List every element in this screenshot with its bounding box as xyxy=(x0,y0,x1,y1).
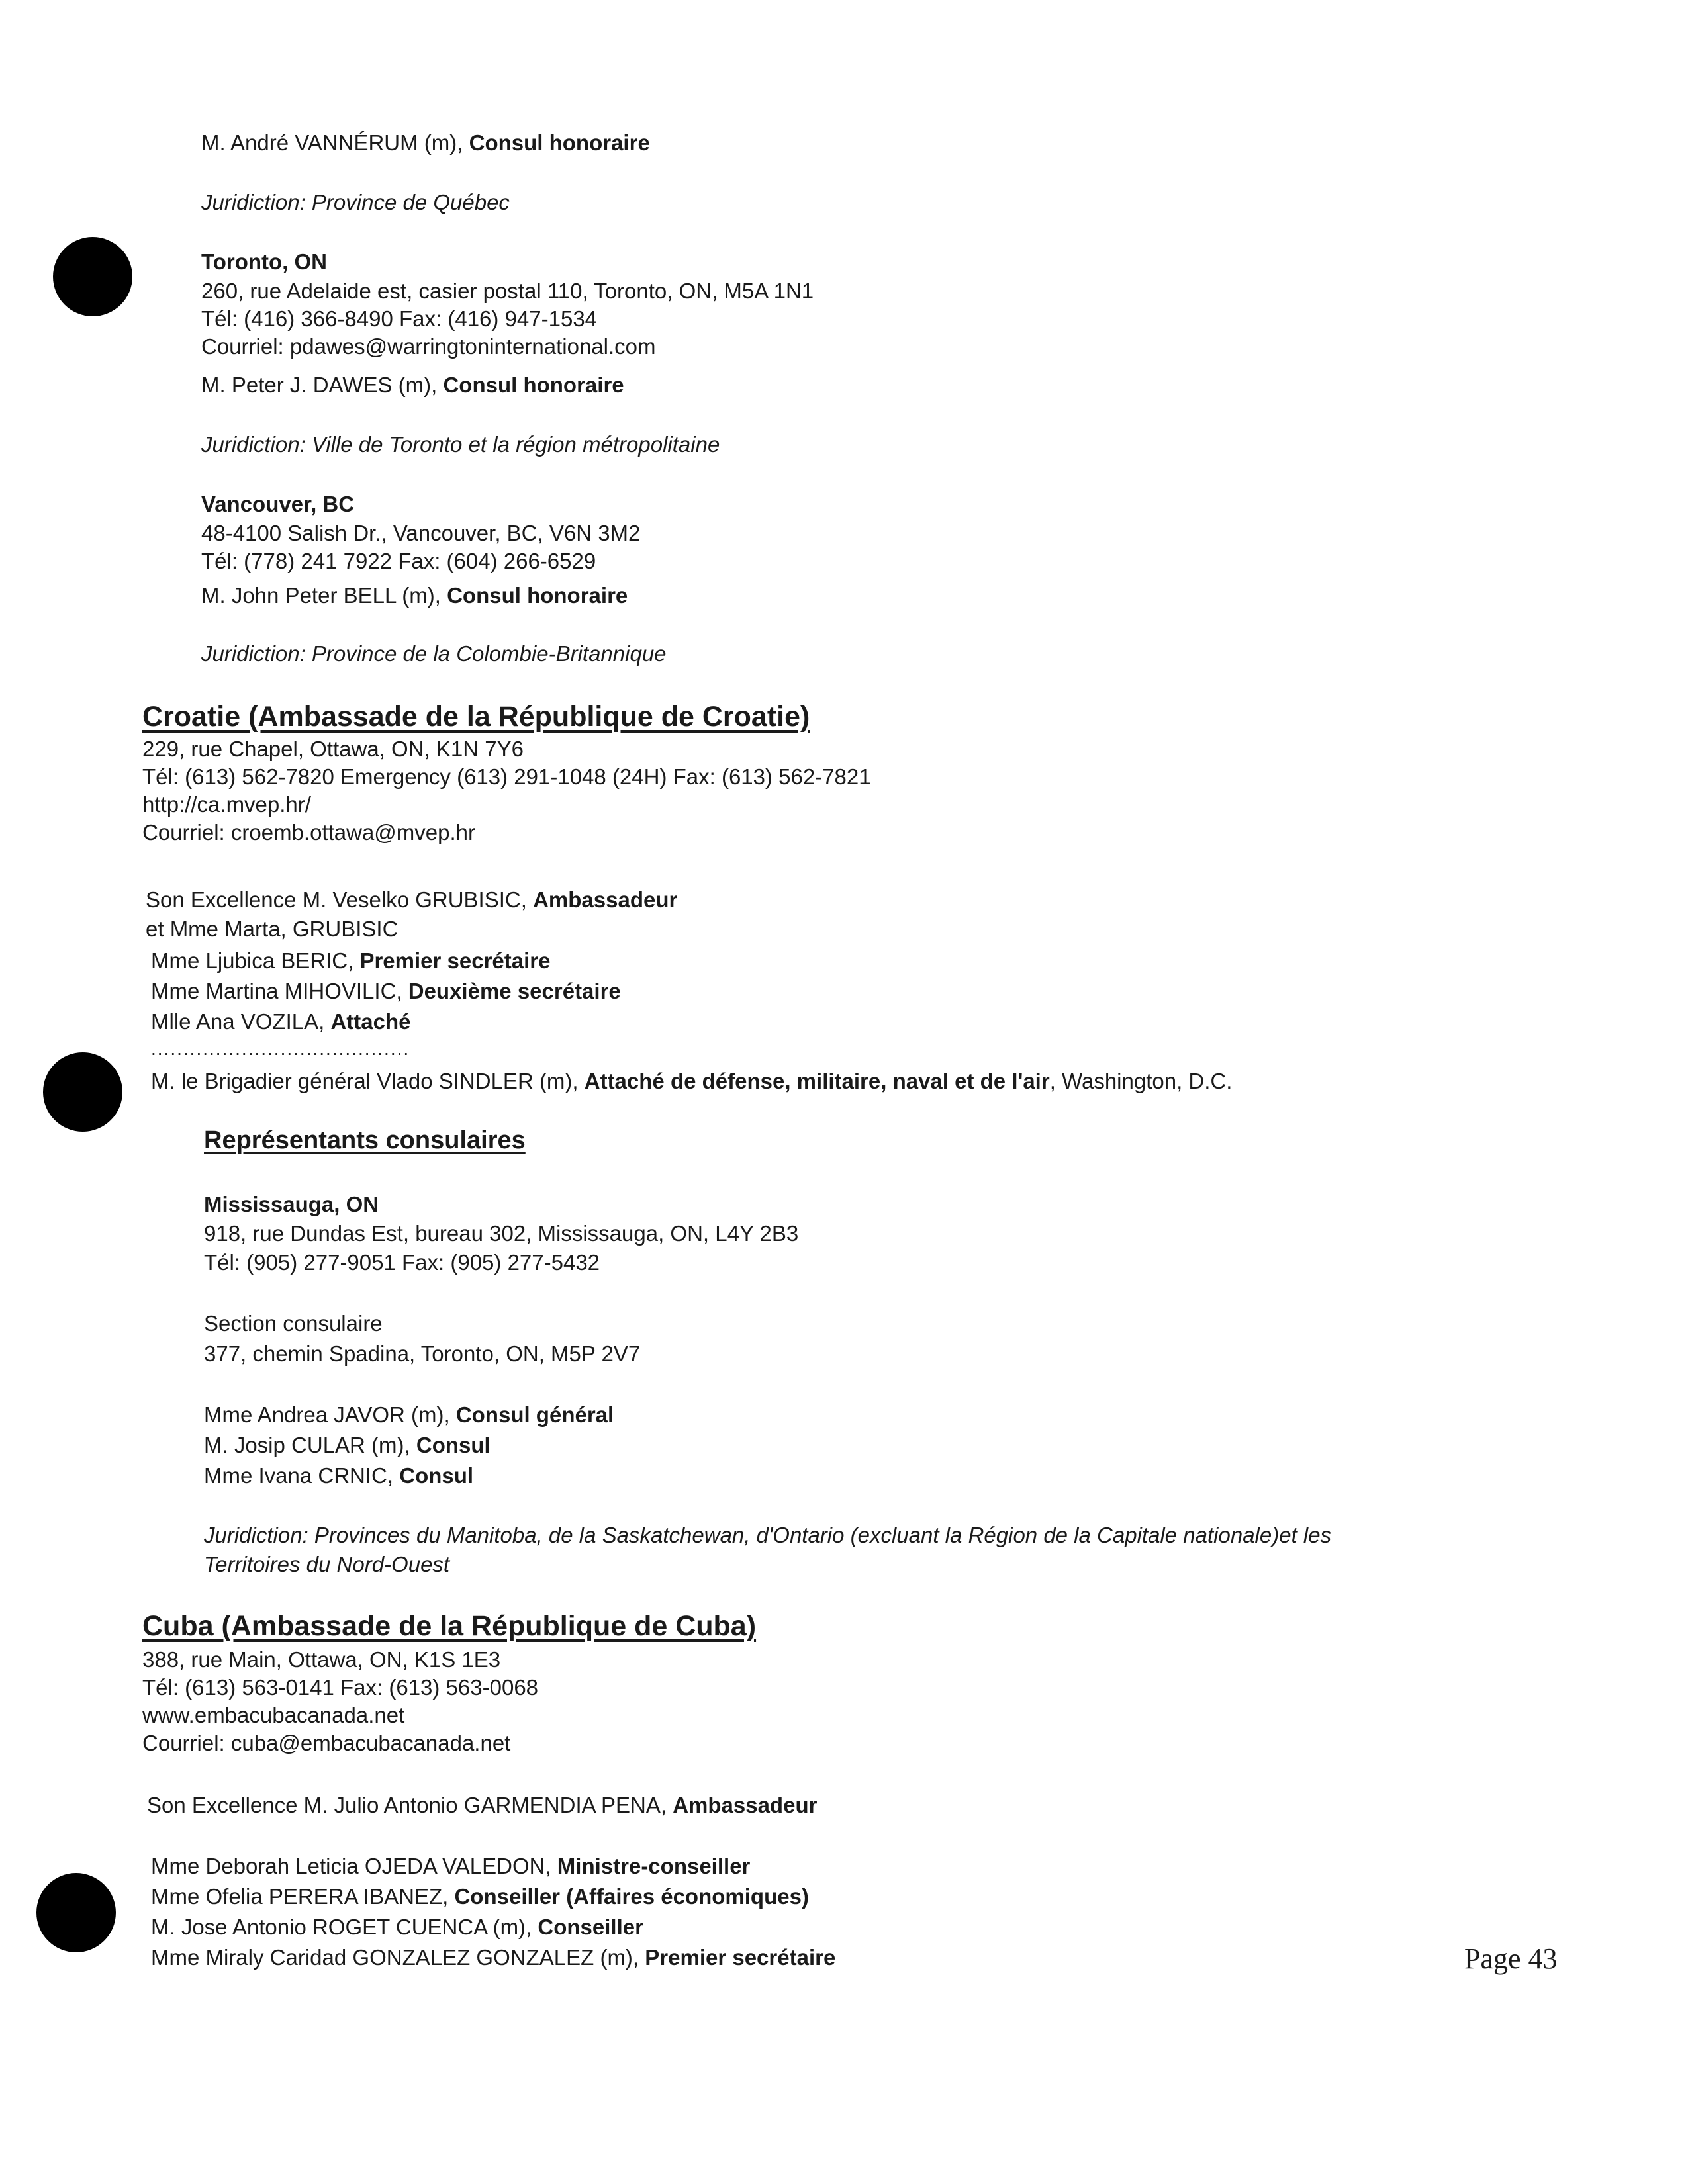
consul-line xyxy=(204,1402,614,1428)
punch-hole-mark-3 xyxy=(36,1873,116,1952)
consul-title: Consul honoraire xyxy=(443,373,624,397)
staff-line xyxy=(146,916,398,942)
staff-title: Premier secrétaire xyxy=(645,1945,836,1970)
staff-line xyxy=(151,978,621,1005)
dotted-separator: ........................................ xyxy=(151,1038,410,1059)
staff-title: Conseiller (Affaires économiques) xyxy=(454,1884,809,1909)
staff-title: Ambassadeur xyxy=(533,887,678,912)
city-heading-mississauga: Mississauga, ON xyxy=(204,1192,379,1216)
website-line: www.embacubacanada.net xyxy=(142,1703,405,1727)
staff-name: Mme Miraly Caridad GONZALEZ GONZALEZ (m), xyxy=(151,1945,645,1970)
staff-name: Son Excellence M. Julio Antonio GARMENDIA PENA, xyxy=(147,1793,673,1817)
staff-name: Mme Martina MIHOVILIC, xyxy=(151,979,408,1003)
page-number: Page 43 xyxy=(1464,1942,1558,1975)
staff-name: M. Jose Antonio ROGET CUENCA (m), xyxy=(151,1915,538,1939)
address-line: 388, rue Main, Ottawa, ON, K1S 1E3 xyxy=(142,1647,501,1672)
staff-line xyxy=(146,887,677,913)
staff-line xyxy=(151,1914,643,1940)
staff-name: et Mme Marta, GRUBISIC xyxy=(146,917,399,941)
section-heading-croatia: Croatie (Ambassade de la République de Croatie) xyxy=(142,701,810,733)
staff-location: , Washington, D.C. xyxy=(1049,1069,1233,1093)
address-line: 260, rue Adelaide est, casier postal 110, Toronto, ON, M5A 1N1 xyxy=(201,279,814,303)
address-line: 48-4100 Salish Dr., Vancouver, BC, V6N 3M2 xyxy=(201,521,641,545)
staff-title: Ambassadeur xyxy=(673,1793,818,1817)
city-heading-vancouver: Vancouver, BC xyxy=(201,492,355,516)
consular-section-label: Section consulaire xyxy=(204,1311,383,1336)
staff-title: Attaché xyxy=(330,1009,411,1034)
address-line: 377, chemin Spadina, Toronto, ON, M5P 2V7 xyxy=(204,1342,641,1366)
staff-line xyxy=(151,1884,809,1910)
consul-name: M. André VANNÉRUM (m), xyxy=(201,130,469,155)
jurisdiction-text: Juridiction: Province de Québec xyxy=(201,190,510,214)
jurisdiction-text: Juridiction: Ville de Toronto et la région métropolitaine xyxy=(201,432,720,457)
consul-title: Consul honoraire xyxy=(469,130,650,155)
phone-line: Tél: (778) 241 7922 Fax: (604) 266-6529 xyxy=(201,549,596,573)
consul-title: Consul général xyxy=(455,1402,614,1427)
consul-title: Consul xyxy=(399,1463,474,1488)
website-line: http://ca.mvep.hr/ xyxy=(142,792,311,817)
consul-line-bell xyxy=(201,582,628,609)
consul-line-dawes xyxy=(201,372,624,398)
address-line: 918, rue Dundas Est, bureau 302, Mississauga, ON, L4Y 2B3 xyxy=(204,1221,799,1246)
staff-name: Mme Ofelia PERERA IBANEZ, xyxy=(151,1884,455,1909)
staff-name: Son Excellence M. Veselko GRUBISIC, xyxy=(146,887,534,912)
phone-line: Tél: (613) 563-0141 Fax: (613) 563-0068 xyxy=(142,1675,539,1700)
staff-title: Premier secrétaire xyxy=(359,948,551,973)
staff-title: Deuxième secrétaire xyxy=(408,979,621,1003)
consul-name: M. Josip CULAR (m), xyxy=(204,1433,416,1457)
consul-title: Consul honoraire xyxy=(447,583,628,608)
staff-title: Attaché de défense, militaire, naval et de l'air xyxy=(584,1069,1050,1093)
staff-title: Ministre-conseiller xyxy=(557,1854,751,1878)
jurisdiction-text: Juridiction: Province de la Colombie-Britannique xyxy=(201,641,667,666)
staff-line xyxy=(151,1853,750,1880)
phone-line: Tél: (416) 366-8490 Fax: (416) 947-1534 xyxy=(201,306,598,331)
phone-line: Tél: (905) 277-9051 Fax: (905) 277-5432 xyxy=(204,1250,600,1275)
staff-title: Conseiller xyxy=(538,1915,643,1939)
staff-name: Mme Deborah Leticia OJEDA VALEDON, xyxy=(151,1854,557,1878)
jurisdiction-text: Juridiction: Provinces du Manitoba, de la Saskatchewan, d'Ontario (excluant la Région de la Capitale nationale)et les xyxy=(204,1523,1332,1547)
city-heading-toronto: Toronto, ON xyxy=(201,250,328,274)
staff-line xyxy=(151,1009,410,1035)
ambassador-line xyxy=(147,1792,817,1819)
staff-name: Mlle Ana VOZILA, xyxy=(151,1009,331,1034)
defense-attache-line xyxy=(151,1068,1232,1095)
consul-line-vannerum xyxy=(201,130,650,156)
consul-name: Mme Ivana CRNIC, xyxy=(204,1463,400,1488)
consular-representatives-heading: Représentants consulaires xyxy=(204,1126,526,1154)
jurisdiction-text-continued: Territoires du Nord-Ouest xyxy=(204,1552,450,1576)
punch-hole-mark-1 xyxy=(53,237,132,316)
consul-name: Mme Andrea JAVOR (m), xyxy=(204,1402,456,1427)
consul-line xyxy=(204,1463,473,1489)
staff-line xyxy=(151,1944,835,1971)
consul-name: M. Peter J. DAWES (m), xyxy=(201,373,444,397)
email-line: Courriel: pdawes@warringtoninternational.com xyxy=(201,334,656,359)
staff-line xyxy=(151,948,550,974)
punch-hole-mark-2 xyxy=(43,1052,122,1132)
consul-title: Consul xyxy=(416,1433,491,1457)
consul-name: M. John Peter BELL (m), xyxy=(201,583,447,608)
consul-line xyxy=(204,1432,491,1459)
address-line: 229, rue Chapel, Ottawa, ON, K1N 7Y6 xyxy=(142,737,524,761)
email-line: Courriel: cuba@embacubacanada.net xyxy=(142,1731,511,1755)
staff-name: M. le Brigadier général Vlado SINDLER (m), xyxy=(151,1069,585,1093)
staff-name: Mme Ljubica BERIC, xyxy=(151,948,360,973)
email-line: Courriel: croemb.ottawa@mvep.hr xyxy=(142,820,476,844)
phone-line: Tél: (613) 562-7820 Emergency (613) 291-1048 (24H) Fax: (613) 562-7821 xyxy=(142,764,871,789)
section-heading-cuba: Cuba (Ambassade de la République de Cuba) xyxy=(142,1610,757,1642)
